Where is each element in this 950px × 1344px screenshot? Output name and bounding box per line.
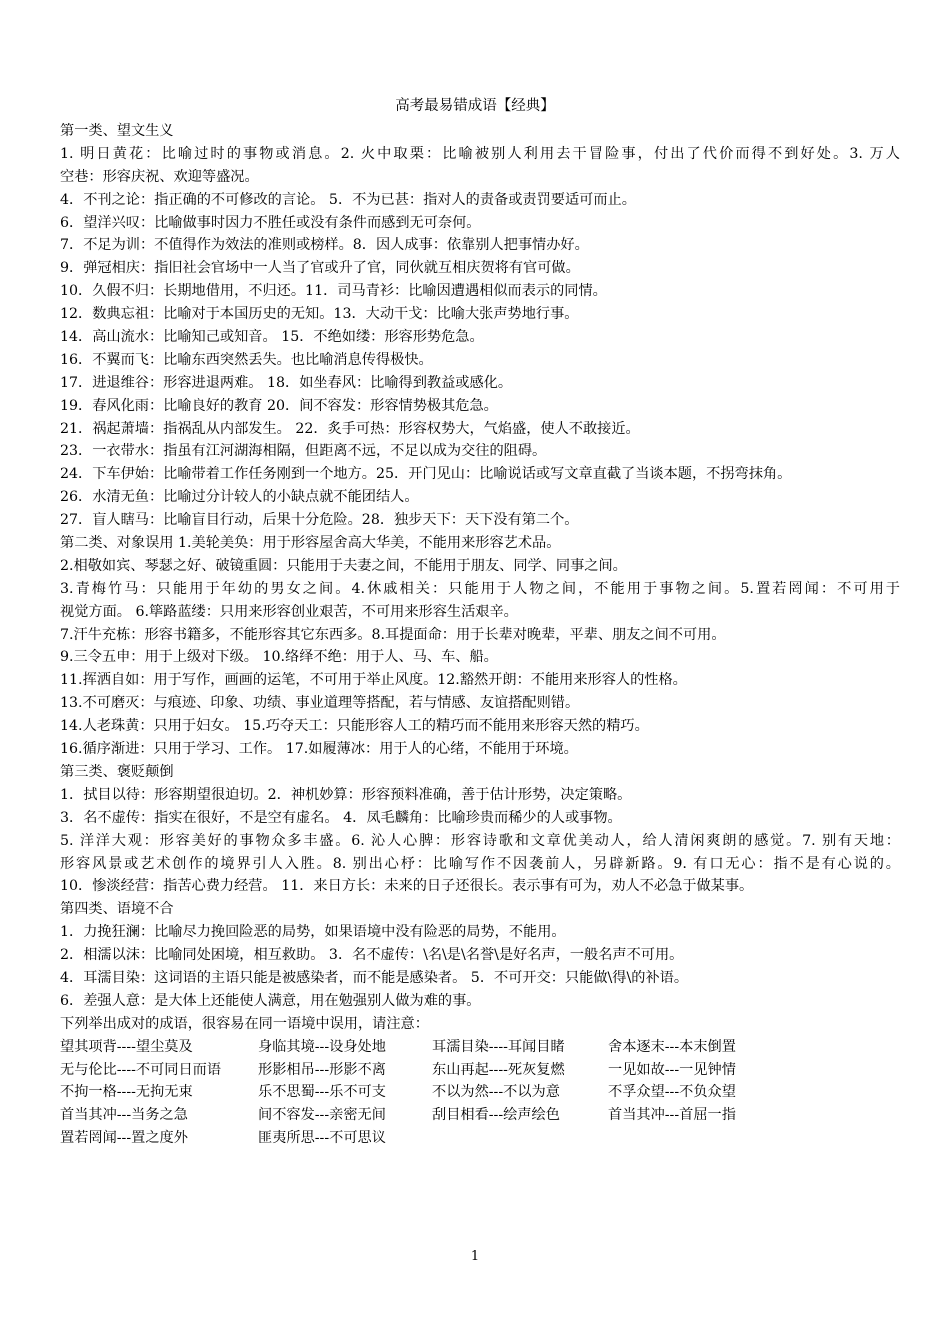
text-line: 第三类、褒贬颠倒: [60, 763, 174, 780]
idiom-pair-row: [60, 1127, 900, 1150]
text-line: 2.相敬如宾、琴瑟之好、破镜重圆：只能用于夫妻之间，不能用于朋友、同学、同事之间。: [60, 557, 627, 574]
text-line: 6．差强人意：是大体上还能使人满意，用在勉强别人做为难的事。: [60, 992, 481, 1009]
text-line: 4．耳濡目染：这词语的主语只能是被感染者，而不能是感染者。 5．不可开交：只能做\得\的补语。: [60, 969, 689, 986]
idiom-pair: 首当其冲---当务之急: [60, 1107, 188, 1124]
text-line: 16.循序渐进：只用于学习、工作。 17.如履薄冰：用于人的心绪，不能用于环境。: [60, 741, 578, 758]
text-line: 6．望洋兴叹：比喻做事时因力不胜任或没有条件而感到无可奈何。: [60, 214, 481, 231]
text-line: 视觉方面。 6.筚路蓝缕：只用来形容创业艰苦，不可用来形容生活艰辛。: [60, 603, 518, 620]
document-title: 高考最易错成语【经典】: [395, 98, 555, 114]
idiom-pair: 身临其境---设身处地: [258, 1038, 386, 1055]
idiom-pair: 耳濡目染----耳闻目睹: [432, 1038, 565, 1055]
text-line: 14.人老珠黄：只用于妇女。 15.巧夺天工：只能形容人工的精巧而不能用来形容天然的精巧。: [60, 718, 649, 735]
text-line: 第一类、望文生义: [60, 123, 174, 139]
idiom-pair: 舍本逐末---本末倒置: [608, 1038, 736, 1055]
text-line: 9.三令五申：用于上级对下级。 10.络绎不绝：用于人、马、车、船。: [60, 649, 498, 666]
text-line: 7．不足为训：不值得作为效法的准则或榜样。8．因人成事：依靠别人把事情办好。: [60, 237, 589, 254]
text-line: 13.不可磨灭：与痕迹、印象、功绩、事业道理等搭配，若与情感、友谊搭配则错。: [60, 695, 580, 712]
text-line: 1．拭目以待：形容期望很迫切。2．神机妙算：形容预料准确，善于估计形势，决定策略。: [60, 786, 632, 803]
text-line: 26．水清无鱼：比喻过分计较人的小缺点就不能团结人。: [60, 489, 419, 506]
text-line: 27．盲人瞎马：比喻盲目行动，后果十分危险。28．独步天下：天下没有第二个。: [60, 512, 579, 529]
idiom-pair: 无与伦比----不可同日而语: [60, 1061, 222, 1078]
text-line: 3.青梅竹马：只能用于年幼的男女之间。4.休戚相关：只能用于人物之间，不能用于事物之间。5.置若罔闻：不可用于: [60, 580, 900, 597]
page-number: 1: [470, 1249, 480, 1264]
idiom-pair-row: [60, 1036, 900, 1059]
idiom-pair: 首当其冲---首屈一指: [608, 1107, 736, 1124]
idiom-pair: 形影相吊---形影不离: [258, 1061, 386, 1078]
text-line: 第二类、对象误用 1.美轮美奂：用于形容屋舍高大华美，不能用来形容艺术品。: [60, 535, 561, 552]
idiom-pair: 间不容发---亲密无间: [258, 1107, 386, 1124]
text-line: 1. 明日黄花：比喻过时的事物或消息。2. 火中取栗：比喻被别人利用去干冒险事，付出了代价而得不到好处。3. 万人: [60, 145, 900, 162]
text-line: 16．不翼而飞：比喻东西突然丢失。也比喻消息传得极快。: [60, 351, 433, 368]
text-line: 10．久假不归：长期地借用，不归还。11．司马青衫：比喻因遭遇相似而表示的同情。: [60, 283, 607, 300]
text-line: 5. 洋洋大观：形容美好的事物众多丰盛。6. 沁人心脾：形容诗歌和文章优美动人，给人清闲爽朗的感觉。7. 别有天地：: [60, 832, 900, 849]
idiom-pair: 刮目相看---绘声绘色: [432, 1107, 560, 1124]
text-line: 1．力挽狂澜：比喻尽力挽回险恶的局势，如果语境中没有险恶的局势，不能用。: [60, 924, 566, 941]
text-line: 3．名不虚传：指实在很好，不是空有虚名。 4．凤毛麟角：比喻珍贵而稀少的人或事物。: [60, 809, 622, 826]
text-line: 23．一衣带水：指虽有江河湖海相隔，但距离不远，不足以成为交往的阻碍。: [60, 443, 547, 460]
text-line: 14．高山流水：比喻知己或知音。 15．不绝如缕：形容形势危急。: [60, 329, 484, 346]
idiom-pair: 不拘一格----无拘无束: [60, 1084, 193, 1101]
text-line: 4．不刊之论：指正确的不可修改的言论。 5．不为已甚：指对人的责备或责罚要适可而止。: [60, 191, 636, 208]
text-line: 7.汗牛充栋：形容书籍多，不能形容其它东西多。8.耳提面命：用于长辈对晚辈，平辈、朋友之间不可用。: [60, 626, 726, 643]
idiom-pair: 不以为然---不以为意: [432, 1084, 560, 1101]
text-line: 2．相濡以沫：比喻同处困境，相互救助。 3．名不虚传：\名\是\名誉\是好名声，一般名声不可用。: [60, 947, 684, 964]
idiom-pair: 不孚众望---不负众望: [608, 1084, 736, 1101]
idiom-pair: 乐不思蜀---乐不可支: [258, 1084, 386, 1101]
text-line: 24．下车伊始：比喻带着工作任务刚到一个地方。25．开门见山：比喻说话或写文章直截了当谈本题，不拐弯抹角。: [60, 466, 792, 483]
idiom-pair: 置若罔闻---置之度外: [60, 1130, 188, 1147]
text-line: 空巷：形容庆祝、欢迎等盛况。: [60, 168, 259, 185]
idiom-pairs: [60, 1036, 900, 1150]
idiom-pair-row: [60, 1081, 900, 1104]
text-line: 下列举出成对的成语，很容易在同一语境中误用，请注意：: [60, 1015, 429, 1032]
text-line: 17．进退维谷：形容进退两难。 18．如坐春风：比喻得到教益或感化。: [60, 374, 513, 391]
document-body: [60, 120, 900, 1150]
idiom-pair-row: [60, 1059, 900, 1082]
text-line: 12．数典忘祖：比喻对于本国历史的无知。13．大动干戈：比喻大张声势地行事。: [60, 306, 579, 323]
idiom-pair: 东山再起----死灰复燃: [432, 1061, 565, 1078]
text-line: 形容风景或艺术创作的境界引人入胜。8. 别出心杼：比喻写作不因袭前人，另辟新路。9. 有口无心：指不是有心说的。: [60, 855, 900, 872]
idiom-pair: 一见如故---一见钟情: [608, 1061, 736, 1078]
idiom-pair: 匪夷所思---不可思议: [258, 1130, 386, 1147]
text-line: 10．惨淡经营：指苦心费力经营。 11．来日方长：未来的日子还很长。表示事有可为，劝人不必急于做某事。: [60, 878, 754, 895]
text-line: 9．弹冠相庆：指旧社会官场中一人当了官或升了官，同伙就互相庆贺将有官可做。: [60, 260, 580, 277]
text-line: 21．祸起萧墙：指祸乱从内部发生。 22．炙手可热：形容权势大，气焰盛，使人不敢接近。: [60, 420, 640, 437]
idiom-pair-row: [60, 1104, 900, 1127]
text-line: 11.挥洒自如：用于写作，画画的运笔，不可用于举止风度。12.豁然开朗：不能用来形容人的性格。: [60, 672, 687, 689]
text-lines: [60, 120, 900, 1036]
text-line: 第四类、语境不合: [60, 901, 174, 918]
idiom-pair: 望其项背----望尘莫及: [60, 1038, 193, 1055]
text-line: 19．春风化雨：比喻良好的教育 20．间不容发：形容情势极其危急。: [60, 397, 498, 414]
